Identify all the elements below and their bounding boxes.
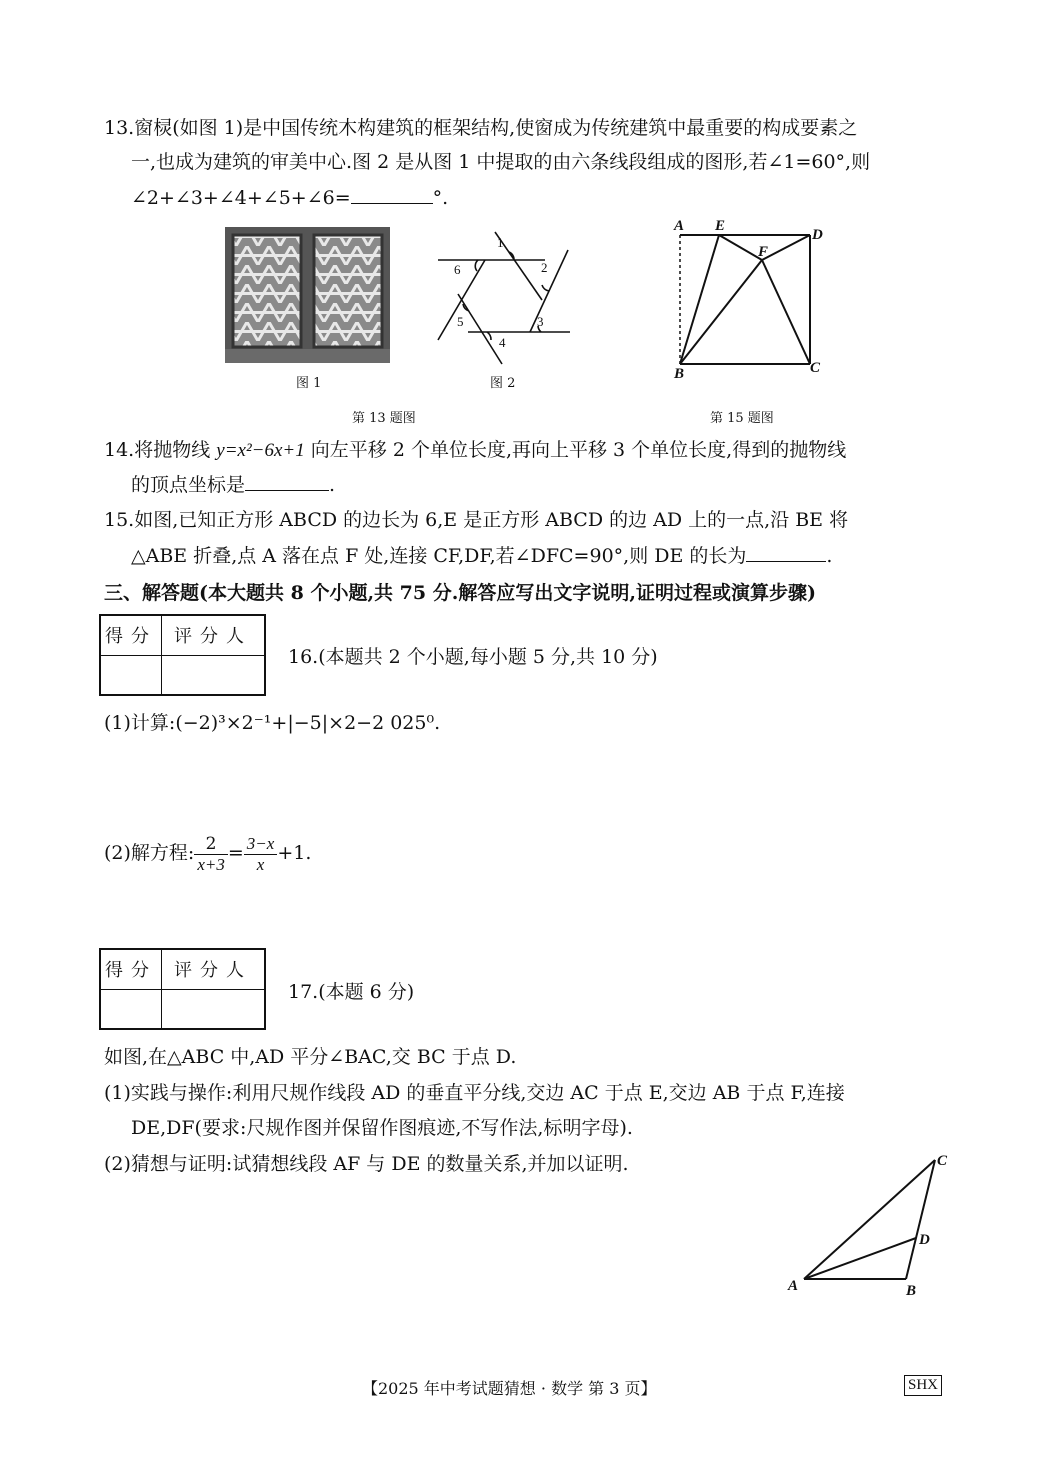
q17-header: 17.(本题 6 分): [288, 981, 415, 1003]
q16-fraction-left: [194, 834, 228, 875]
grader-cell: [162, 655, 266, 695]
angle-5-label: 5: [457, 314, 464, 329]
fig1-caption: 图 1: [296, 376, 322, 391]
q14-answer-blank: [245, 474, 329, 491]
q15-label-C: C: [810, 360, 821, 376]
q17-intro: 如图,在△ABC 中,AD 平分∠BAC,交 BC 于点 D.: [104, 1046, 517, 1068]
q15-label-F: F: [758, 244, 769, 260]
q17-part2: (2)猜想与证明:试猜想线段 AF 与 DE 的数量关系,并加以证明.: [104, 1153, 629, 1175]
q15-label-D: D: [812, 227, 823, 243]
q15-answer-blank: [746, 545, 826, 562]
q15-figure-caption: 第 15 题图: [710, 411, 774, 426]
grader-label: 评分人: [162, 949, 266, 989]
q15-period: .: [826, 545, 833, 567]
q17-part1-line2: DE,DF(要求:尺规作图并保留作图痕迹,不写作法,标明字母).: [131, 1117, 633, 1139]
q17-label-A: A: [788, 1278, 799, 1294]
angle-4-label: 4: [499, 335, 506, 350]
frac2-numerator: 3−x: [244, 834, 278, 855]
window-lattice-photo: [225, 227, 390, 363]
q15-label-A: A: [674, 218, 685, 234]
q16-equals: =: [227, 842, 244, 864]
q16-part2-suffix: +1.: [277, 842, 312, 864]
q13-line2: 一,也成为建筑的审美中心.图 2 是从图 1 中提取的由六条线段组成的图形,若∠1=60°,则: [131, 151, 871, 173]
score-label: 得分: [100, 615, 162, 655]
footer-code: SHX: [904, 1375, 942, 1396]
q16-header: 16.(本题共 2 个小题,每小题 5 分,共 10 分): [288, 646, 658, 668]
q14-line2: [131, 473, 335, 497]
angle-1-label: 1: [497, 235, 504, 250]
q14-prompt: 的顶点坐标是: [131, 474, 246, 496]
score-table-q16: [99, 614, 266, 696]
q17-label-D: D: [919, 1232, 930, 1248]
q13-expression: ∠2+∠3+∠4+∠5+∠6=: [131, 187, 351, 209]
q14-line1: [104, 438, 846, 463]
q14-period: .: [329, 474, 336, 496]
q15-label-B: B: [674, 366, 685, 378]
q14-text-a: 14.将抛物线: [104, 439, 217, 461]
q13-line1: 13.窗棂(如图 1)是中国传统木构建筑的框架结构,使窗成为传统建筑中最重要的构成要素之: [104, 117, 858, 139]
angle-2-label: 2: [541, 260, 548, 275]
q16-part1: (1)计算:(−2)³×2⁻¹+|−5|×2−2 025⁰.: [104, 712, 441, 734]
q13-line3: [131, 186, 448, 210]
section3-heading: 三、解答题(本大题共 8 个小题,共 75 分.解答应写出文字说明,证明过程或演算步骤): [104, 582, 816, 604]
q13-figure2: [430, 222, 580, 372]
grader-cell: [162, 989, 266, 1029]
score-label: 得分: [100, 949, 162, 989]
angle-3-label: 3: [537, 314, 544, 329]
grader-label: 评分人: [162, 615, 266, 655]
angle-6-label: 6: [454, 262, 461, 277]
q17-label-C: C: [937, 1153, 948, 1169]
segment-left-lower: [458, 294, 502, 364]
q16-part2-prefix: (2)解方程:: [104, 842, 195, 864]
q15-prompt: △ABE 折叠,点 A 落在点 F 处,连接 CF,DF,若∠DFC=90°,则 DE 的长为: [131, 545, 747, 567]
frac1-numerator: 2: [194, 834, 228, 855]
q15-label-E: E: [715, 218, 726, 234]
q14-formula: y=x²−6x+1: [216, 440, 305, 461]
score-table-q17: [99, 948, 266, 1030]
score-cell: [100, 655, 162, 695]
q16-fraction-right: [244, 834, 278, 875]
q15-line2: [131, 544, 832, 568]
frac1-denominator: x+3: [197, 854, 225, 874]
q13-answer-blank: [351, 187, 433, 204]
frac2-denominator: x: [256, 854, 265, 874]
q17-part1-line1: (1)实践与操作:利用尺规作线段 AD 的垂直平分线,交边 AC 于点 E,交边 AB 于点 F,连接: [104, 1082, 845, 1104]
q17-triangle-figure: [780, 1145, 960, 1305]
q13-degree: °.: [432, 187, 449, 209]
q17-label-B: B: [906, 1283, 917, 1299]
score-cell: [100, 989, 162, 1029]
fig2-caption: 图 2: [490, 376, 516, 391]
q16-part2: [104, 830, 311, 876]
q15-line1: 15.如图,已知正方形 ABCD 的边长为 6,E 是正方形 ABCD 的边 AD 上的一点,沿 BE 将: [104, 509, 849, 531]
q14-text-b: 向左平移 2 个单位长度,再向上平移 3 个单位长度,得到的抛物线: [304, 439, 847, 461]
q13-figure-caption: 第 13 题图: [352, 411, 416, 426]
page-footer: 【2025 年中考试题猜想 · 数学 第 3 页】: [362, 1379, 657, 1398]
q15-figure: [670, 218, 830, 378]
